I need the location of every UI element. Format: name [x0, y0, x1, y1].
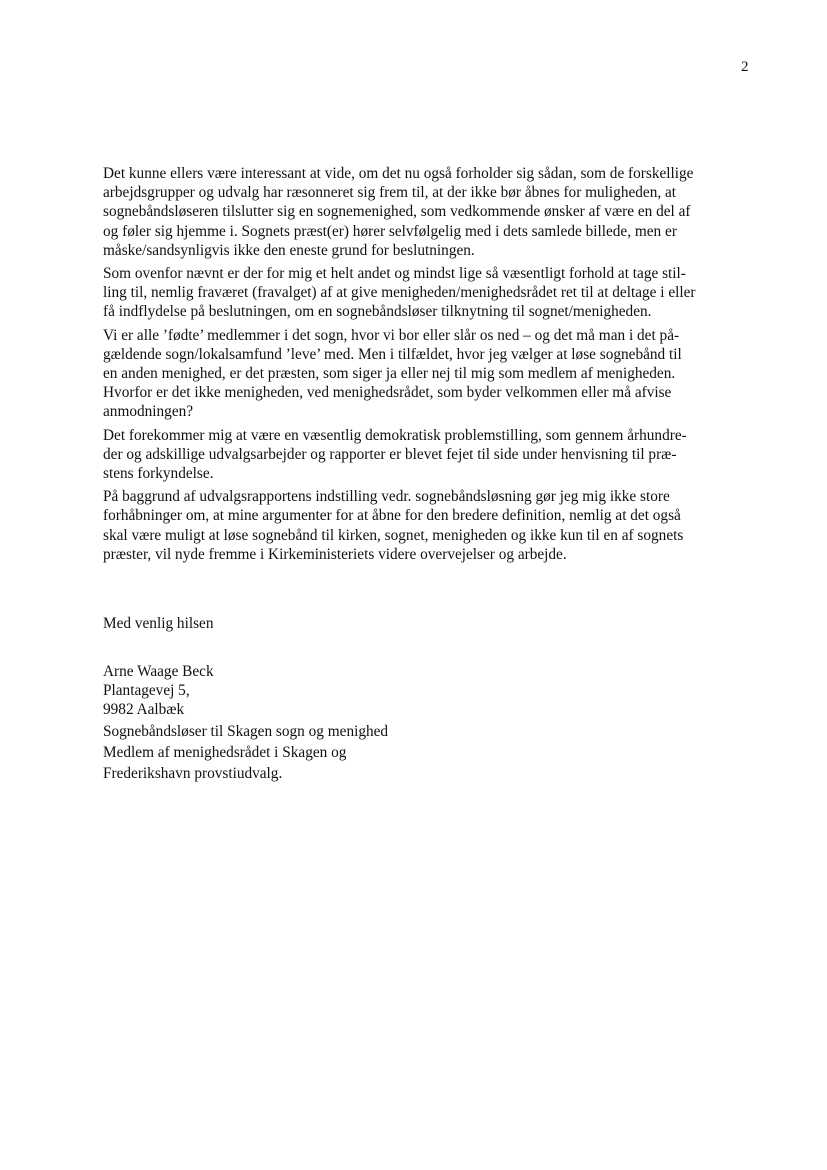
text-line: Vi er alle ’fødte’ medlemmer i det sogn, hvor vi bor eller slår os ned – og det må man i det på-	[103, 326, 680, 344]
letter-body	[103, 164, 753, 568]
signer-postal-city: 9982 Aalbæk	[103, 701, 185, 719]
text-line: Det forekommer mig at være en væsentlig demokratisk problemstilling, som gennem århundre-	[103, 426, 687, 444]
text-line: en anden menighed, er det præsten, som siger ja eller nej til mig som medlem af menigheden.	[103, 365, 676, 383]
text-line: sognebåndsløseren tilslutter sig en sognemenighed, som vedkommende ønsker af være en del af	[103, 203, 691, 221]
paragraph-1	[103, 164, 753, 260]
text-line: måske/sandsynligvis ikke den eneste grund for beslutningen.	[103, 241, 475, 259]
signer-street: Plantagevej 5,	[103, 682, 190, 700]
text-line: der og adskillige udvalgsarbejder og rapporter er blevet fejet til side under henvisning til præ-	[103, 445, 677, 463]
text-line: Det kunne ellers være interessant at vide, om det nu også forholder sig sådan, som de forskellige	[103, 165, 694, 182]
signer-role-2: Medlem af menighedsrådet i Skagen og	[103, 743, 347, 761]
text-line: arbejdsgrupper og udvalg har ræsonneret sig frem til, at der ikke bør åbnes for muligheden, at	[103, 184, 677, 202]
text-line: forhåbninger om, at mine argumenter for at åbne for den bredere definition, nemlig at det også	[103, 507, 681, 525]
text-line: Som ovenfor nævnt er der for mig et helt andet og mindst lige så væsentligt forhold at tage stil-	[103, 265, 686, 283]
page-number: 2	[741, 59, 749, 75]
text-line: anmodningen?	[103, 403, 194, 421]
text-line: skal være muligt at løse sognebånd til kirken, sognet, menigheden og ikke kun til en af sognets	[103, 526, 684, 544]
closing-salutation: Med venlig hilsen	[103, 615, 214, 632]
paragraph-5	[103, 487, 753, 564]
paragraph-2	[103, 264, 753, 322]
text-line: ling til, nemlig fraværet (fravalget) af at give menigheden/menighedsrådet ret til at deltage i eller	[103, 284, 696, 302]
text-line: og føler sig hjemme i. Sognets præst(er) hører selvfølgelig med i dets samlede billede, men er	[103, 222, 677, 240]
text-line: stens forkyndelse.	[103, 465, 214, 483]
text-line: præster, vil nyde fremme i Kirkeministeriets videre overvejelser og arbejde.	[103, 545, 567, 563]
text-line: gældende sogn/lokalsamfund ’leve’ med. Men i tilfældet, hvor jeg vælger at løse sognebånd til	[103, 345, 682, 363]
text-line: Hvorfor er det ikke menigheden, ved menighedsrådet, som byder velkommen eller må afvise	[103, 384, 672, 402]
text-line: få indflydelse på beslutningen, om en sognebåndsløser tilknytning til sognet/menigheden.	[103, 303, 652, 321]
paragraph-3	[103, 326, 753, 422]
signer-role-3: Frederikshavn provstiudvalg.	[103, 765, 283, 783]
paragraph-4	[103, 426, 753, 484]
text-line: På baggrund af udvalgsrapportens indstilling vedr. sognebåndsløsning gør jeg mig ikke store	[103, 488, 670, 506]
signer-role-1: Sognebåndsløser til Skagen sogn og menighed	[103, 722, 389, 740]
signature-block	[103, 662, 388, 783]
signer-name: Arne Waage Beck	[103, 663, 214, 680]
